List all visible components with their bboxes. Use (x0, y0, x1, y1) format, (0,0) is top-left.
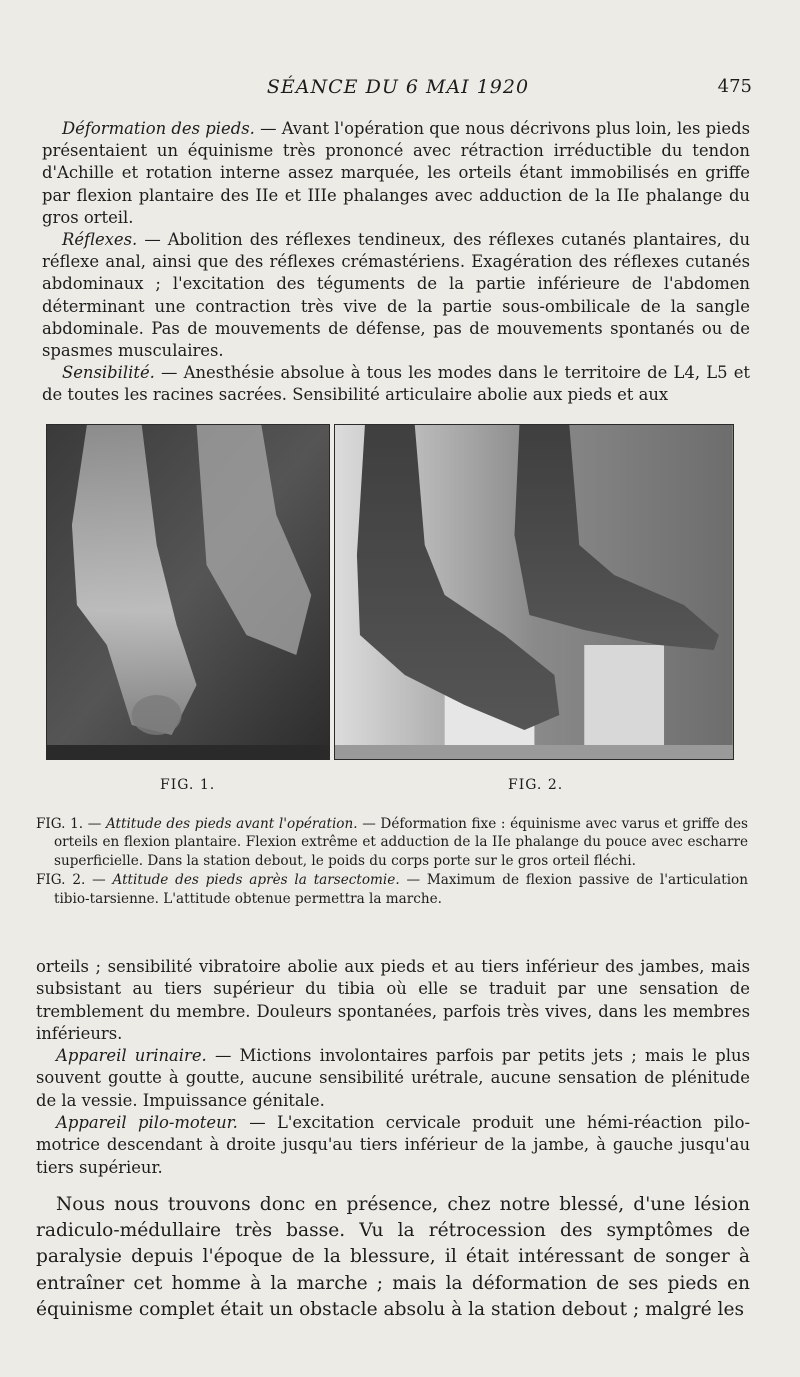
caption-figure-1 (36, 815, 748, 870)
sensibilite-title: Sensibilité. (62, 363, 155, 383)
paragraph-conclusion: Nous nous trouvons donc en présence, chez notre blessé, d'une lésion radiculo-médullaire très basse. Vu la rétrocession des symptômes de paralysie depuis l'époque de la blessure, il était intéressant de songer à entraîner cet homme à la marche ; mais la déformation de ses pieds en équinisme complet était un obstacle absolu à la station debout ; malgré les (36, 1194, 750, 1320)
paragraph-sensibilite (42, 362, 750, 406)
caption-2-body: — Maximum de flexion passive de l'articulation tibio-tarsienne. L'attitude obtenue permettra la marche. (54, 872, 748, 907)
large-text-block (36, 1192, 750, 1323)
bottom-text-block (36, 956, 750, 1179)
pilo-title: Appareil pilo-moteur. (56, 1113, 238, 1133)
deformation-body: — Avant l'opération que nous décrivons plus loin, les pieds présentaient un équinisme très prononcé avec rétraction irréductible du tendon d'Achille et rotation interne assez marquée, les orteils étant immobilisés en griffe par flexion plantaire des IIe et IIIe phalanges avec adduction de la IIe phalange du gros orteil. (42, 119, 750, 227)
caption-2-prefix: FIG. 2. — (36, 872, 113, 889)
pilo-body: — L'excitation cervicale produit une hémi-réaction pilo-motrice descendant à droite jusqu'au tiers inférieur de la jambe, à gauche jusqu'au tiers supérieur. (36, 1113, 750, 1177)
paragraph-pilo (36, 1112, 750, 1179)
caption-2-title: Attitude des pieds après la tarsectomie. (112, 872, 400, 889)
reflexes-title: Réflexes. (62, 230, 138, 250)
figure-1-photo (46, 424, 330, 760)
figure-2-photo (334, 424, 734, 760)
caption-1-body: — Déformation fixe : équinisme avec varus et griffe des orteils en flexion plantaire. Flexion extrême et adduction de la IIe phalange du pouce avec escharre superficielle. Dans la station debout, le poids du corps porte sur le gros orteil fléchi. (54, 816, 749, 869)
reflexes-body: — Abolition des réflexes tendineux, des réflexes cutanés plantaires, du réflexe anal, ainsi que des réflexes crémastériens. Exagération des réflexes cutanés abdominaux ; l'excitation des téguments de la partie inférieure de l'abdomen déterminant une contraction très vive de la partie sous-ombilicale de la sangle abdominale. Pas de mouvements de défense, pas de mouvements spontanés ou de spasmes musculaires. (42, 230, 750, 361)
caption-1-prefix: FIG. 1. — (36, 816, 106, 832)
figure-labels (46, 777, 734, 799)
figure-captions (36, 815, 748, 909)
urinaire-body: — Mictions involontaires parfois par petits jets ; mais le plus souvent goutte à goutte, aucune sensibilité urétrale, aucune sensation de plénitude de la vessie. Impuissance génitale. (36, 1046, 750, 1110)
figure-2-image (335, 425, 733, 759)
page-header (40, 76, 756, 102)
caption-figure-2 (36, 871, 748, 908)
page-number: 475 (717, 76, 752, 97)
figure-1-image (47, 425, 329, 759)
deformation-title: Déformation des pieds. (62, 119, 255, 138)
paragraph-reflexes (42, 229, 750, 362)
figure-1-label: FIG. 1. (160, 777, 216, 793)
sensibilite-body: — Anesthésie absolue à tous les modes dans le territoire de L4, L5 et de toutes les racines sacrées. Sensibilité articulaire abolie aux pieds et aux (42, 363, 750, 405)
top-text-block (42, 118, 750, 407)
running-head: SÉANCE DU 6 MAI 1920 (266, 76, 530, 98)
paragraph-urinaire (36, 1045, 750, 1112)
figure-2-label: FIG. 2. (508, 777, 564, 793)
paragraph-deformation (42, 118, 750, 229)
caption-1-title: Attitude des pieds avant l'opération. (105, 816, 358, 832)
paragraph-continuation: orteils ; sensibilité vibratoire abolie aux pieds et au tiers inférieur des jambes, mais subsistant au tiers supérieur du tibia où elle se traduit par une sensation de tremblement du membre. Douleurs spontanées, parfois très vives, dans les membres inférieurs. (36, 957, 750, 1043)
urinaire-title: Appareil urinaire. (56, 1046, 207, 1066)
figures-row (46, 424, 734, 758)
